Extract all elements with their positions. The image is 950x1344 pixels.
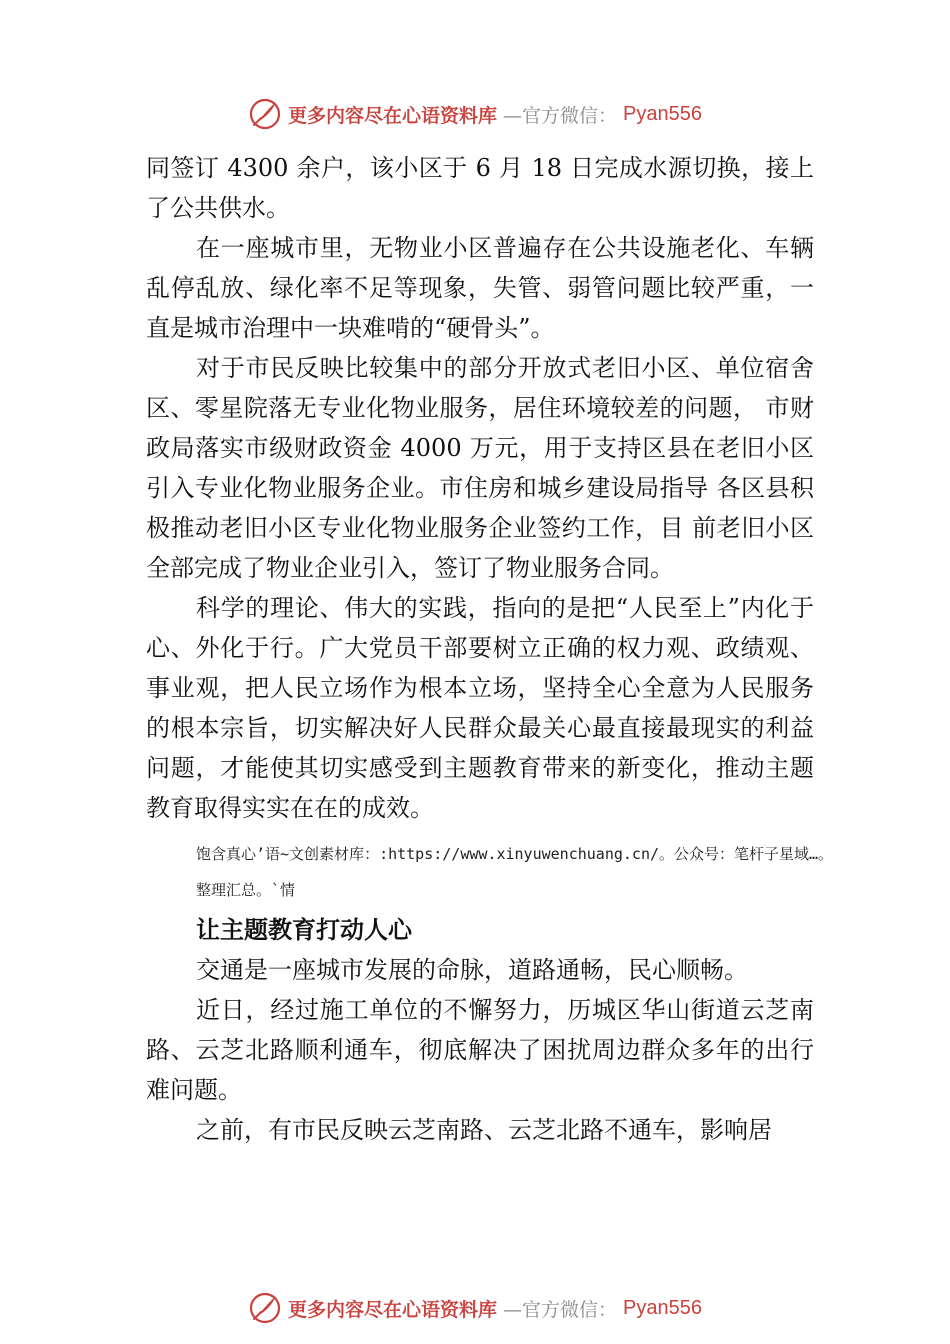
banner-wechat-id: Pyan556 (623, 1296, 702, 1319)
paragraph: 近日，经过施工单位的不懈努力，历城区华山街道云芝南路、云芝北路顺利通车，彻底解决了困扰周边群众多年的出行难问题。 (146, 996, 814, 1104)
footer-banner (0, 1288, 950, 1328)
paragraph-continued: 同签订 4300 余户，该小区于 6 月 18 日完成水源切换，接上了公共供水。 (146, 154, 814, 222)
section-heading: 让主题教育打动人心 (196, 916, 412, 944)
header-banner (0, 94, 950, 134)
paragraph: 科学的理论、伟大的实践，指向的是把“人民至上”内化于心、外化于行。广大党员干部要树立正确的权力观、政绩观、事业观，把人民立场作为根本立场，坚持全心全意为人民服务的根本宗旨，切实解决好人民群众最关心最直接最现实的利益问题，才能使其切实感受到主题教育带来的新变化，推动主题教育取得实实在在的成效。 (146, 594, 814, 822)
banner-wechat-label: —官方微信： (503, 104, 618, 127)
paragraph: 交通是一座城市发展的命脉，道路通畅，民心顺畅。 (196, 956, 748, 984)
document-body (146, 148, 834, 1150)
banner-wechat-label: —官方微信： (503, 1298, 618, 1321)
banner-title: 更多内容尽在心语资料库 (288, 104, 498, 127)
banner-title: 更多内容尽在心语资料库 (288, 1298, 498, 1321)
paragraph: 在一座城市里，无物业小区普遍存在公共设施老化、车辆乱停乱放、绿化率不足等现象，失管、弱管问题比较严重，一直是城市治理中一块难啃的“硬骨头”。 (146, 234, 814, 342)
paragraph: 对于市民反映比较集中的部分开放式老旧小区、单位宿舍区、零星院落无专业化物业服务，居住环境较差的问题， 市财政局落实市级财政资金 4000 万元，用于支持区县在老旧小区引入专业化物业服务企业。市住房和城乡建设局指导 各区县积极推动老旧小区专业化物业服务企业签约工作，目 前老旧小区全部完成了物业企业引入，签订了物业服务合同。 (146, 354, 814, 582)
feather-quill-logo-icon (248, 1291, 282, 1325)
banner-wechat-id: Pyan556 (623, 102, 702, 125)
paragraph: 之前，有市民反映云芝南路、云芝北路不通车，影响居 (196, 1116, 772, 1144)
source-note: 饱含真心’语~文创素材库：:https://www.xinyuwenchuang.cn/。公众号：笔杆子星域…。整理汇总。`情 (196, 845, 834, 899)
feather-quill-logo-icon (248, 97, 282, 131)
